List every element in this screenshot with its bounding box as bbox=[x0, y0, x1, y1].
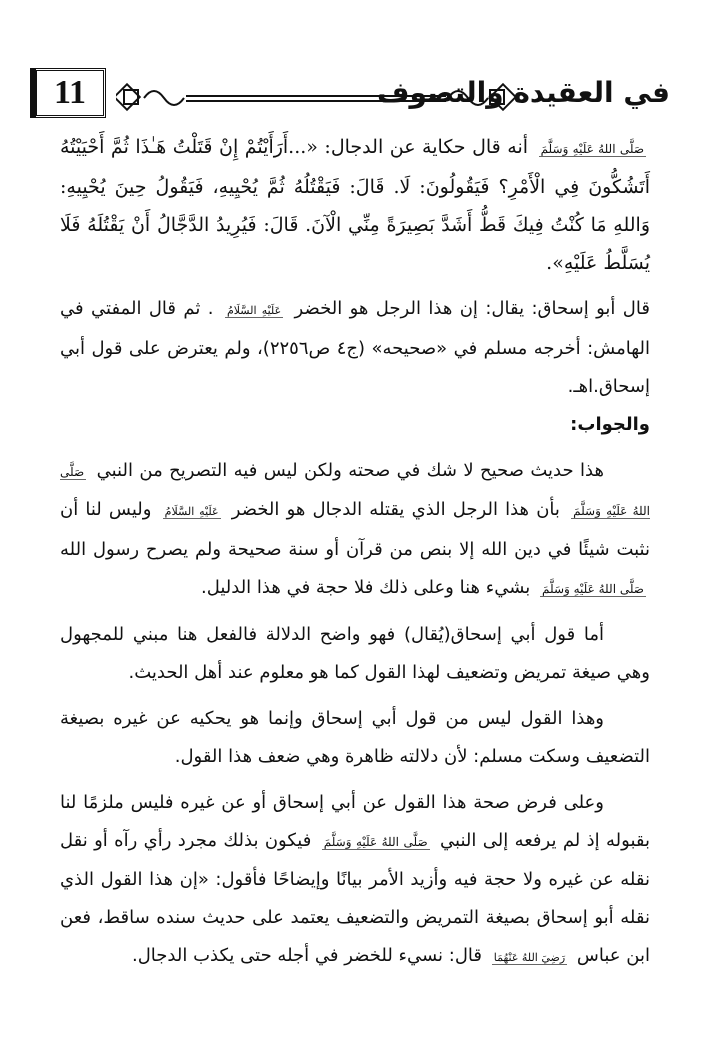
salawat-glyph: صَلَّى اللهُ عَلَيْهِ وَسَلَّمَ bbox=[323, 835, 428, 849]
answer-4-text-c: قال: نسيء للخضر في أجله حتى يكذب الدجال. bbox=[132, 945, 483, 966]
answer-4-text-b: فيكون بذلك مجرد رأي رآه أو نقل نقله عن غيره ولا حجة فيه وأزيد الأمر بيانًا وإيضاحًا فأقول: «إن هذا القول الذي نقله أبو إسحاق بصيغة التمريض والتضعيف يعتمد على حديث سنده ساقط، فعن ابن عباس bbox=[60, 830, 650, 966]
radiya-glyph: رَضِيَ اللهُ عَنْهُمَا bbox=[493, 951, 566, 964]
answer-paragraph-2: أما قول أبي إسحاق(يُقال) فهو واضح الدلالة فالفعل هنا مبني للمجهول وهي صيغة تمريض وتضعيف لهذا القول كما هو معلوم عند أهل الحديث. bbox=[60, 624, 650, 683]
answer-heading: والجواب: bbox=[570, 414, 650, 435]
hadith-text: أنه قال حكاية عن الدجال: «...أَرَأَيْتُمْ إِنْ قَتَلْتُ هَـٰذَا ثُمَّ أَحْيَيْتُهُ أَتَشُكُّونَ فِي الْأَمْرِ؟ فَيَقُولُونَ: لَا. قَالَ: فَيَقْتُلُهُ ثُمَّ يُحْيِيهِ، فَيَقُولُ حِينَ يُحْيِيهِ: وَاللهِ مَا كُنْتُ فِيكَ قَطُّ أَشَدَّ بَصِيرَةً مِنِّي الْآنَ. قَالَ: فَيُرِيدُ الدَّجَّالُ أَنْ يَقْتُلَهُ فَلَا يُسَلَّطُ عَلَيْهِ». bbox=[60, 136, 650, 274]
page-header bbox=[30, 62, 670, 122]
answer-paragraph-4 bbox=[60, 784, 650, 977]
answer-4-text-a: وعلى فرض صحة هذا القول عن أبي إسحاق أو عن غيره فليس ملزمًا لنا بقبوله إذ لم يرفعه إلى النبي bbox=[60, 792, 651, 851]
salawat-glyph: صَلَّى اللهُ عَلَيْهِ وَسَلَّمَ bbox=[60, 465, 650, 518]
page-body bbox=[60, 128, 650, 977]
header-title: في العقيدة والتصوف bbox=[377, 76, 670, 109]
answer-1-text-a: هذا حديث صحيح لا شك في صحته ولكن ليس فيه التصريح من النبي bbox=[96, 460, 604, 481]
salawat-glyph: صَلَّى اللهُ عَلَيْهِ وَسَلَّمَ bbox=[540, 142, 645, 156]
hadith-paragraph bbox=[60, 128, 650, 282]
abu-ishaq-paragraph bbox=[60, 290, 650, 406]
answer-1-text-d: بشيء هنا وعلى ذلك فلا حجة في هذا الدليل. bbox=[200, 577, 531, 598]
answer-paragraph-3: وهذا القول ليس من قول أبي إسحاق وإنما هو يحكيه عن غيره بصيغة التضعيف وسكت مسلم: لأن دلالته ظاهرة وهي ضعف هذا القول. bbox=[60, 708, 650, 767]
answer-paragraph-1 bbox=[60, 452, 650, 608]
page-number: 11 bbox=[34, 68, 106, 118]
abu-ishaq-text-b: . ثم قال المفتي في الهامش: أخرجه مسلم في «صحيحه» (ج٤ ص٢٢٥٦)، ولم يعترض على قول أبي إسحاق.اهـ. bbox=[60, 298, 650, 397]
answer-1-text-b: بأن هذا الرجل الذي يقتله الدجال هو الخضر bbox=[231, 499, 560, 520]
abu-ishaq-text-a: قال أبو إسحاق: يقال: إن هذا الرجل هو الخضر bbox=[294, 298, 650, 319]
alayhi-salam-glyph: عَلَيْهِ السَّلَامُ bbox=[226, 304, 282, 317]
salawat-glyph: صَلَّى اللهُ عَلَيْهِ وَسَلَّمَ bbox=[542, 582, 644, 596]
answer-1-text-c: وليس لنا أن نثبت شيئًا في دين الله إلا بنص من قرآن أو سنة صحيحة ولم يصرح رسول الله bbox=[60, 499, 650, 560]
alayhi-salam-glyph: عَلَيْهِ السَّلَامُ bbox=[164, 505, 219, 518]
